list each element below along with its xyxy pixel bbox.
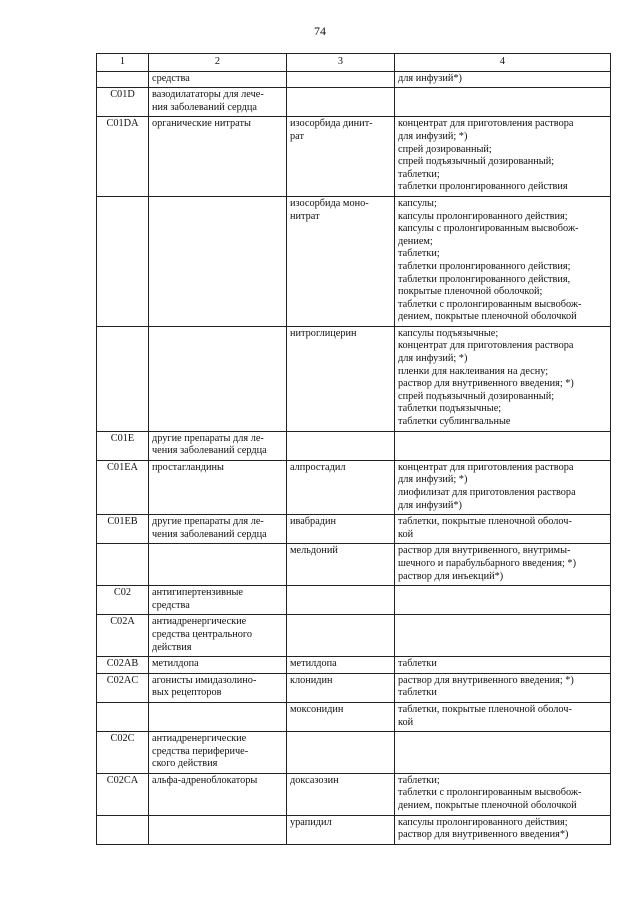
- group-name-cell: [149, 460, 287, 514]
- table-row: [97, 615, 611, 657]
- atc-code-cell: C02AB: [97, 657, 149, 674]
- dosage-form-line: раствор для инъекций*): [398, 570, 504, 582]
- atc-code-cell: [97, 326, 149, 431]
- group-line: вазодилататоры для лече-: [152, 89, 264, 101]
- substance-name-cell: [287, 544, 395, 586]
- substance-name-cell: [287, 326, 395, 431]
- dosage-form-line: таблетки с пролонгированным высвобож-: [398, 298, 582, 310]
- dosage-form-line: таблетки пролонгированного действия,: [398, 273, 571, 285]
- dosage-form-line: для инфузий; *): [398, 130, 468, 142]
- substance-line: рат: [290, 130, 304, 142]
- group-line: чения заболеваний сердца: [152, 528, 267, 540]
- group-line: средства: [152, 599, 190, 611]
- table-header-row: [97, 54, 611, 72]
- substance-name-cell: [287, 515, 395, 544]
- atc-code-cell: [97, 815, 149, 844]
- group-name-cell: [149, 326, 287, 431]
- drug-classification-table: [96, 53, 611, 845]
- group-name-cell: [149, 71, 287, 88]
- table-row: [97, 71, 611, 88]
- atc-code-cell: C02C: [97, 732, 149, 774]
- dosage-form-line: концентрат для приготовления раствора: [398, 340, 574, 352]
- dosage-forms-cell: [395, 88, 611, 117]
- table-row: [97, 657, 611, 674]
- atc-code-cell: C01DA: [97, 117, 149, 197]
- group-line: антиадренергические: [152, 733, 247, 745]
- substance-name-cell: [287, 196, 395, 326]
- dosage-form-line: таблетки с пролонгированным высвобож-: [398, 787, 582, 799]
- group-name-cell: [149, 702, 287, 731]
- group-name-cell: [149, 673, 287, 702]
- group-name-cell: [149, 544, 287, 586]
- group-name-cell: [149, 431, 287, 460]
- dosage-forms-cell: [395, 773, 611, 815]
- column-header-3: 3: [287, 54, 395, 72]
- dosage-form-line: для инфузий*): [398, 72, 462, 84]
- group-line: вых рецепторов: [152, 687, 222, 699]
- group-line: ния заболеваний сердца: [152, 101, 257, 113]
- group-line: другие препараты для ле-: [152, 516, 264, 528]
- dosage-form-line: покрытые пленочной оболочкой;: [398, 286, 543, 298]
- table-row: [97, 196, 611, 326]
- table-row: [97, 732, 611, 774]
- dosage-form-line: дением;: [398, 235, 433, 247]
- group-name-cell: [149, 586, 287, 615]
- group-line: другие препараты для ле-: [152, 432, 264, 444]
- atc-code-cell: C02A: [97, 615, 149, 657]
- dosage-form-line: лиофилизат для приготовления раствора: [398, 487, 576, 498]
- dosage-form-line: таблетки: [398, 687, 437, 699]
- group-name-cell: [149, 515, 287, 544]
- dosage-form-line: таблетки, покрытые пленочной оболоч-: [398, 516, 572, 528]
- dosage-forms-cell: [395, 586, 611, 615]
- dosage-form-line: капсулы пролонгированного действия;: [398, 210, 568, 222]
- group-name-cell: [149, 615, 287, 657]
- substance-line: алпростадил: [290, 461, 346, 473]
- dosage-forms-cell: [395, 117, 611, 197]
- dosage-forms-cell: [395, 515, 611, 544]
- group-line: альфа-адреноблокаторы: [152, 774, 258, 786]
- dosage-forms-cell: [395, 326, 611, 431]
- dosage-form-line: таблетки, покрытые пленочной оболоч-: [398, 703, 572, 715]
- substance-line: моксонидин: [290, 703, 344, 715]
- column-header-1: 1: [97, 54, 149, 72]
- atc-code-cell: C02: [97, 586, 149, 615]
- dosage-form-line: раствор для внутривенного введения; *): [398, 674, 574, 686]
- group-line: чения заболеваний сердца: [152, 445, 267, 457]
- dosage-forms-cell: [395, 544, 611, 586]
- substance-name-cell: [287, 431, 395, 460]
- dosage-forms-cell: [395, 673, 611, 702]
- table-row: [97, 773, 611, 815]
- dosage-form-line: таблетки сублингвальные: [398, 416, 511, 428]
- atc-code-cell: C01EB: [97, 515, 149, 544]
- group-line: действия: [152, 641, 192, 653]
- dosage-forms-cell: [395, 657, 611, 674]
- dosage-forms-cell: [395, 196, 611, 326]
- group-name-cell: [149, 117, 287, 197]
- dosage-form-line: таблетки;: [398, 168, 440, 180]
- substance-name-cell: [287, 657, 395, 674]
- dosage-forms-cell: [395, 431, 611, 460]
- dosage-form-line: капсулы подъязычные;: [398, 327, 499, 339]
- substance-line: ивабрадин: [290, 516, 337, 528]
- substance-name-cell: [287, 815, 395, 844]
- group-line: средства перифериче-: [152, 745, 249, 757]
- dosage-form-line: таблетки пролонгированного действия;: [398, 260, 571, 272]
- dosage-form-line: спрей подъязычный дозированный;: [398, 390, 555, 402]
- substance-name-cell: [287, 586, 395, 615]
- dosage-forms-cell: [395, 815, 611, 844]
- column-header-2: 2: [149, 54, 287, 72]
- dosage-form-line: спрей подъязычный дозированный;: [398, 156, 555, 168]
- table-body: [97, 71, 611, 844]
- table-row: [97, 460, 611, 514]
- table-row: [97, 88, 611, 117]
- dosage-form-line: для инфузий; *): [398, 353, 468, 365]
- table-row: [97, 431, 611, 460]
- dosage-form-line: таблетки пролонгированного действия: [398, 181, 568, 193]
- group-line: средства: [152, 72, 190, 84]
- substance-line: метилдопа: [290, 658, 337, 670]
- substance-name-cell: [287, 71, 395, 88]
- substance-line: изосорбида динит-: [290, 118, 373, 130]
- dosage-form-line: дением, покрытые пленочной оболочкой: [398, 311, 577, 323]
- dosage-form-line: раствор для внутривенного введения; *): [398, 378, 574, 390]
- table-row: [97, 515, 611, 544]
- dosage-form-line: таблетки: [398, 658, 437, 670]
- table-row: [97, 815, 611, 844]
- table-row: [97, 586, 611, 615]
- dosage-form-line: пленки для наклеивания на десну;: [398, 365, 549, 377]
- substance-line: нитроглицерин: [290, 327, 357, 339]
- atc-code-cell: C02AC: [97, 673, 149, 702]
- dosage-form-line: кой: [398, 528, 414, 540]
- substance-name-cell: [287, 460, 395, 514]
- dosage-form-line: раствор для внутривенного, внутримы-: [398, 545, 571, 557]
- dosage-form-line: таблетки;: [398, 248, 440, 260]
- group-line: метилдопа: [152, 658, 199, 670]
- dosage-form-line: кой: [398, 716, 414, 728]
- table-row: [97, 117, 611, 197]
- column-header-4: 4: [395, 54, 611, 72]
- substance-name-cell: [287, 732, 395, 774]
- substance-name-cell: [287, 673, 395, 702]
- dosage-form-line: дением, покрытые пленочной оболочкой: [398, 800, 577, 812]
- group-name-cell: [149, 732, 287, 774]
- substance-name-cell: [287, 117, 395, 197]
- group-line: простагландины: [152, 461, 224, 473]
- atc-code-cell: C01E: [97, 431, 149, 460]
- dosage-forms-cell: [395, 702, 611, 731]
- dosage-form-line: капсулы с пролонгированным высвобож-: [398, 223, 579, 235]
- group-name-cell: [149, 815, 287, 844]
- dosage-form-line: для инфузий; *): [398, 474, 468, 486]
- table-row: [97, 702, 611, 731]
- substance-name-cell: [287, 773, 395, 815]
- dosage-form-line: спрей дозированный;: [398, 143, 492, 155]
- page-number: 74: [314, 24, 326, 38]
- substance-line: нитрат: [290, 210, 320, 222]
- group-line: антиадренергические: [152, 616, 247, 628]
- dosage-form-line: капсулы;: [398, 197, 437, 209]
- substance-line: клонидин: [290, 674, 333, 686]
- group-line: ского действия: [152, 758, 218, 770]
- group-name-cell: [149, 773, 287, 815]
- dosage-form-line: таблетки;: [398, 774, 440, 786]
- dosage-form-line: шечного и парабульбарного введения; *): [398, 557, 577, 569]
- group-name-cell: [149, 657, 287, 674]
- atc-code-cell: [97, 71, 149, 88]
- substance-name-cell: [287, 702, 395, 731]
- atc-code-cell: [97, 544, 149, 586]
- table-row: [97, 673, 611, 702]
- group-line: агонисты имидазолино-: [152, 674, 257, 686]
- substance-name-cell: [287, 615, 395, 657]
- dosage-forms-cell: [395, 460, 611, 514]
- dosage-forms-cell: [395, 615, 611, 657]
- dosage-form-line: для инфузий*): [398, 499, 462, 511]
- group-name-cell: [149, 196, 287, 326]
- atc-code-cell: C01D: [97, 88, 149, 117]
- dosage-form-line: концентрат для приготовления раствора: [398, 118, 574, 130]
- group-line: органические нитраты: [152, 118, 251, 130]
- substance-name-cell: [287, 88, 395, 117]
- atc-code-cell: C01EA: [97, 460, 149, 514]
- substance-line: изосорбида моно-: [290, 197, 369, 209]
- dosage-forms-cell: [395, 71, 611, 88]
- substance-line: урапидил: [290, 816, 332, 828]
- dosage-forms-cell: [395, 732, 611, 774]
- table-row: [97, 326, 611, 431]
- dosage-form-line: раствор для внутривенного введения*): [398, 829, 569, 841]
- dosage-form-line: таблетки подъязычные;: [398, 403, 502, 415]
- group-line: антигипертензивные: [152, 587, 243, 599]
- atc-code-cell: C02CA: [97, 773, 149, 815]
- dosage-form-line: концентрат для приготовления раствора: [398, 461, 574, 473]
- atc-code-cell: [97, 702, 149, 731]
- atc-code-cell: [97, 196, 149, 326]
- group-line: средства центрального: [152, 628, 252, 640]
- table-row: [97, 544, 611, 586]
- substance-line: мельдоний: [290, 545, 338, 557]
- dosage-form-line: капсулы пролонгированного действия;: [398, 816, 568, 828]
- group-name-cell: [149, 88, 287, 117]
- substance-line: доксазозин: [290, 774, 339, 786]
